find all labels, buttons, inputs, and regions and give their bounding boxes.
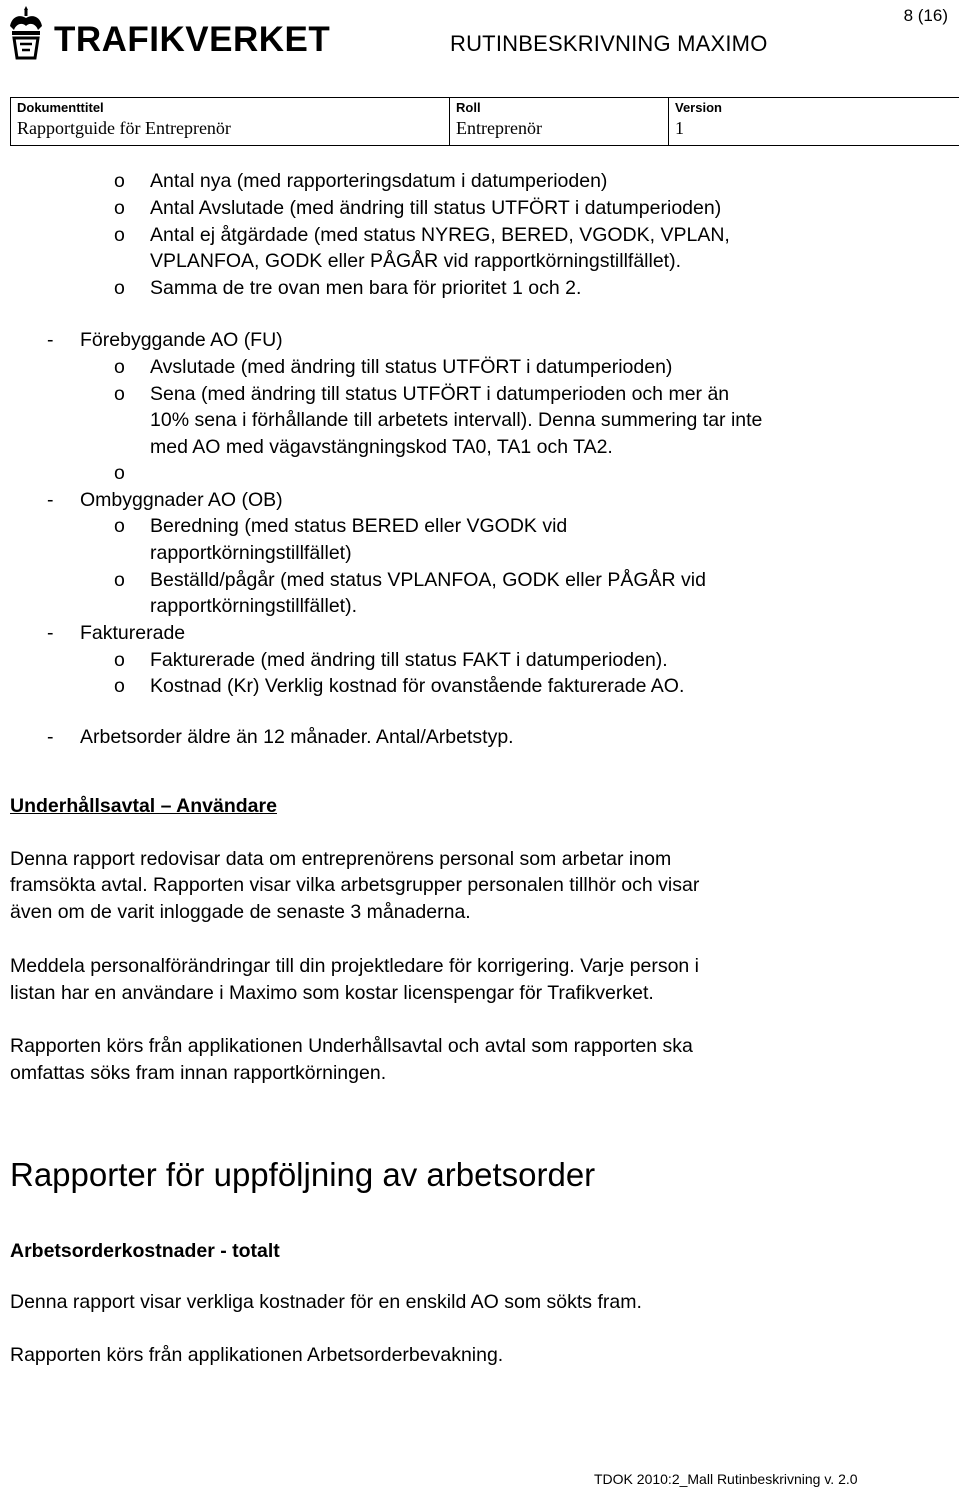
paragraph-line: framsökta avtal. Rapporten visar vilka arbetsgrupper personalen tillhör och visar	[10, 874, 700, 896]
list-dash: -	[47, 329, 54, 351]
document-meta-table	[10, 97, 959, 146]
list-bullet: o	[114, 170, 125, 192]
paragraph-line: Meddela personalförändringar till din projektledare för korrigering. Varje person i	[10, 955, 700, 977]
fu-heading: Förebyggande AO (FU)	[80, 329, 283, 351]
list-item-continuation: med AO med vägavstängningskod TA0, TA1 och TA2.	[150, 436, 613, 458]
subsection-heading: Arbetsorderkostnader - totalt	[10, 1240, 280, 1262]
paragraph-line: listan har en användare i Maximo som kostar licenspengar för Trafikverket.	[10, 982, 654, 1004]
list-bullet: o	[114, 515, 125, 537]
meta-cell-role	[450, 98, 669, 147]
meta-cell-title	[11, 98, 450, 147]
list-item-continuation: VPLANFOA, GODK eller PÅGÅR vid rapportkörningstillfället).	[150, 250, 682, 272]
logo-text: TRAFIKVERKET	[54, 20, 331, 59]
arb-heading: Arbetsorder äldre än 12 månader. Antal/Arbetstyp.	[80, 726, 514, 748]
list-item: Beredning (med status BERED eller VGODK vid	[150, 515, 568, 537]
list-bullet: o	[114, 356, 125, 378]
list-bullet: o	[114, 197, 125, 219]
list-item-continuation: 10% sena i förhållande till arbetets intervall). Denna summering tar inte	[150, 409, 763, 431]
section-heading	[10, 793, 277, 819]
trafikverket-logo	[4, 4, 330, 60]
list-bullet: o	[114, 277, 125, 299]
list-dash: -	[47, 622, 54, 644]
paragraph-line: även om de varit inloggade de senaste 3 månaderna.	[10, 901, 471, 923]
list-item: Avslutade (med ändring till status UTFÖRT i datumperioden)	[150, 356, 673, 378]
list-item-continuation: rapportkörningstillfället)	[150, 542, 352, 564]
meta-label: Roll	[456, 100, 481, 115]
chapter-heading: Rapporter för uppföljning av arbetsorder	[10, 1156, 596, 1193]
meta-value: 1	[675, 118, 684, 138]
list-bullet: o	[114, 649, 125, 671]
meta-label: Dokumenttitel	[17, 100, 104, 115]
footer-doc-id: TDOK 2010:2_Mall Rutinbeskrivning v. 2.0	[594, 1471, 858, 1487]
list-item: Beställd/pågår (med status VPLANFOA, GODK eller PÅGÅR vid	[150, 569, 706, 591]
list-bullet: o	[114, 569, 125, 591]
list-item: Samma de tre ovan men bara för prioritet 1 och 2.	[150, 277, 582, 299]
list-item-continuation: rapportkörningstillfället).	[150, 595, 358, 617]
list-item: Antal nya (med rapporteringsdatum i datumperioden)	[150, 170, 608, 192]
section-heading-text: Underhållsavtal – Användare	[10, 795, 277, 817]
paragraph-line: Denna rapport redovisar data om entreprenörens personal som arbetar inom	[10, 848, 672, 870]
list-item: Fakturerade (med ändring till status FAKT i datumperioden).	[150, 649, 668, 671]
list-dash: -	[47, 726, 54, 748]
paragraph-line: omfattas söks fram innan rapportkörningen.	[10, 1062, 387, 1084]
crown-emblem-icon	[4, 4, 48, 60]
list-item: Kostnad (Kr) Verklig kostnad för ovanstående fakturerade AO.	[150, 675, 685, 697]
paragraph-line: Rapporten körs från applikationen Arbetsorderbevakning.	[10, 1344, 504, 1366]
list-item: Antal Avslutade (med ändring till status UTFÖRT i datumperioden)	[150, 197, 722, 219]
meta-value: Entreprenör	[456, 118, 542, 138]
document-type-title: RUTINBESKRIVNING MAXIMO	[450, 31, 768, 56]
page-number: 8 (16)	[903, 6, 948, 25]
header-divider	[10, 145, 959, 146]
paragraph-line: Denna rapport visar verkliga kostnader för en enskild AO som sökts fram.	[10, 1291, 642, 1313]
list-item: Antal ej åtgärdade (med status NYREG, BERED, VGODK, VPLAN,	[150, 224, 730, 246]
list-bullet: o	[114, 224, 125, 246]
meta-label: Version	[675, 100, 722, 115]
fakt-heading: Fakturerade	[80, 622, 186, 644]
paragraph-line: Rapporten körs från applikationen Underhållsavtal och avtal som rapporten ska	[10, 1035, 693, 1057]
list-bullet: o	[114, 383, 125, 405]
list-bullet: o	[114, 675, 125, 697]
ob-heading: Ombyggnader AO (OB)	[80, 489, 283, 511]
list-item: Sena (med ändring till status UTFÖRT i datumperioden och mer än	[150, 383, 730, 405]
list-bullet: o	[114, 462, 125, 484]
list-dash: -	[47, 489, 54, 511]
meta-cell-version	[669, 98, 960, 147]
meta-value: Rapportguide för Entreprenör	[17, 118, 231, 138]
